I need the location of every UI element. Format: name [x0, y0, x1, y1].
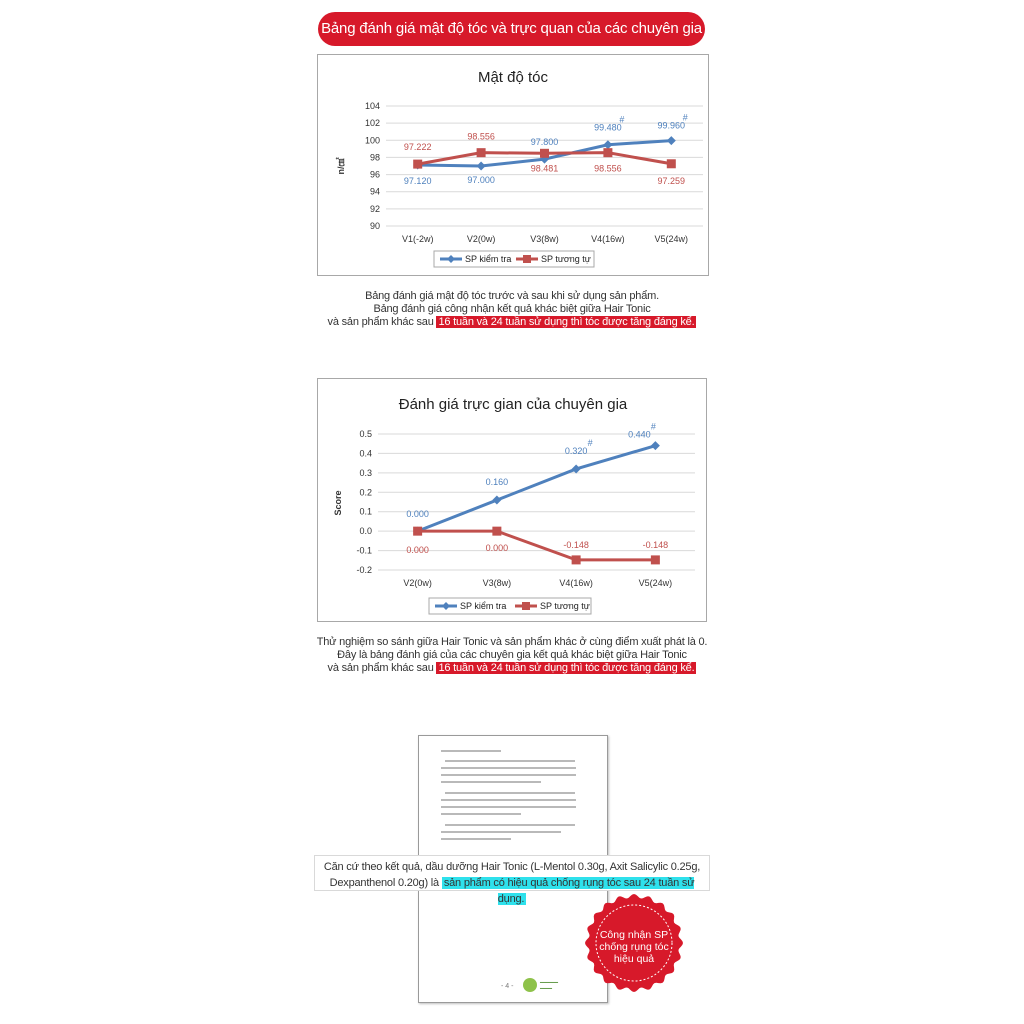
- data-label-test: 99.480: [594, 122, 622, 133]
- doc-text-line: [441, 813, 521, 815]
- data-label-similar: 97.259: [657, 175, 686, 186]
- x-tick-label: V2(0w): [466, 234, 496, 244]
- data-label-similar: 98.556: [594, 163, 622, 174]
- y-tick-label: -0.2: [356, 565, 372, 575]
- data-label-similar: 0.000: [406, 545, 429, 556]
- legend-label: SP tương tự: [540, 601, 590, 611]
- x-tick-label: V4(16w): [559, 578, 593, 588]
- institute-logo-icon: [523, 978, 537, 992]
- y-tick-label: 0.4: [359, 448, 372, 459]
- data-label-similar: 97.222: [403, 142, 432, 153]
- y-tick-label: -0.1: [356, 545, 372, 556]
- institute-logo-wordmark: ━━━━━━ ━━━━: [540, 980, 559, 992]
- data-label-similar: 98.481: [530, 163, 559, 174]
- data-point-test: [492, 496, 501, 505]
- data-label-test: 0.440: [628, 429, 651, 440]
- doc-text-line: [445, 760, 575, 762]
- significance-mark: #: [650, 421, 656, 432]
- badge-line3: hiệu quả: [613, 953, 655, 965]
- data-point-similar: [651, 555, 660, 564]
- conclusion-box: [314, 855, 710, 905]
- data-label-similar: 98.556: [467, 131, 495, 142]
- data-point-similar: [492, 527, 501, 536]
- data-label-similar: -0.148: [642, 539, 669, 550]
- data-label-test: 97.120: [403, 175, 432, 186]
- y-axis-label: n/㎠: [336, 157, 346, 175]
- data-label-test: 0.000: [406, 509, 429, 520]
- badge-line2: chống rụng tóc: [599, 941, 669, 953]
- doc-text-line: [441, 767, 576, 769]
- x-tick-label: V5(24w): [654, 234, 689, 244]
- legend-marker: [522, 602, 530, 610]
- data-label-test: 99.960: [657, 120, 686, 131]
- x-tick-label: V3(8w): [530, 234, 559, 244]
- chart-title: Đánh giá trực gian của chuyên gia: [398, 396, 628, 413]
- legend-label: SP kiểm tra: [460, 601, 507, 611]
- legend-marker: [523, 255, 531, 263]
- series-similar-line: [418, 531, 656, 560]
- badge-line1: Công nhận SP: [599, 929, 669, 941]
- significance-mark: #: [619, 114, 625, 125]
- doc-text-line: [445, 792, 575, 794]
- data-label-test: 97.800: [530, 137, 559, 148]
- doc-text-line: [441, 799, 576, 801]
- header-banner: [318, 12, 705, 46]
- chart-title: Mật độ tóc: [477, 69, 549, 86]
- y-tick-label: 0.3: [359, 467, 372, 478]
- caption2-line1: Thử nghiệm so sánh giữa Hair Tonic và sản phẩm khác ở cùng điểm xuất phát là 0.: [316, 636, 708, 648]
- data-point-similar: [477, 148, 486, 157]
- data-point-similar: [603, 148, 612, 157]
- caption1-line3: [212, 316, 812, 329]
- data-point-similar: [540, 149, 549, 158]
- doc-text-line: [441, 781, 541, 783]
- y-tick-label: 96: [369, 169, 380, 180]
- caption1-highlight: 16 tuần và 24 tuần sử dụng thì tóc được tăng đáng kể.: [438, 316, 695, 328]
- significance-mark: #: [682, 112, 688, 123]
- data-point-test: [477, 162, 486, 171]
- data-point-similar: [572, 555, 581, 564]
- y-tick-label: 94: [369, 186, 380, 197]
- data-label-test: 0.160: [485, 477, 509, 488]
- legend-label: SP kiểm tra: [465, 254, 512, 264]
- caption2-line3-prefix: và sản phẩm khác sau: [327, 662, 437, 674]
- caption1-line1: Bảng đánh giá mật độ tóc trước và sau khi sử dụng sản phẩm.: [365, 290, 659, 302]
- caption1-line2: Bảng đánh giá công nhận kết quả khác biệt giữa Hair Tonic: [373, 303, 651, 315]
- doc-text-line: [441, 831, 561, 833]
- legend-label: SP tương tự: [541, 254, 591, 264]
- hair-density-chart: [318, 55, 708, 275]
- caption1-line3-prefix: và sản phẩm khác sau: [327, 316, 437, 328]
- conclusion-line1: Căn cứ theo kết quả, dầu dưỡng Hair Tonic (L-Mentol 0.30g, Axit Salicylic 0.25g,: [323, 861, 701, 873]
- data-point-similar: [413, 527, 422, 536]
- expert-score-caption: [212, 636, 812, 675]
- x-tick-label: V2(0w): [403, 578, 432, 588]
- badge-label: [596, 929, 672, 965]
- data-point-test: [667, 136, 676, 145]
- expert-score-chart-panel: [317, 378, 707, 622]
- y-tick-label: 0.1: [359, 506, 372, 517]
- data-label-similar: -0.148: [563, 539, 589, 550]
- y-tick-label: 0.5: [359, 429, 372, 439]
- y-tick-label: 104: [364, 101, 380, 111]
- x-tick-label: V5(24w): [638, 578, 673, 588]
- hair-density-caption: [212, 290, 812, 329]
- doc-page-number: - 4 -: [501, 983, 514, 990]
- data-point-similar: [667, 159, 676, 168]
- data-label-test: 97.000: [467, 175, 495, 185]
- banner-title: Bảng đánh giá mật độ tóc và trực quan của các chuyên gia: [321, 20, 702, 37]
- series-test-line: [418, 446, 656, 531]
- doc-text-line: [441, 750, 501, 752]
- doc-text-line: [441, 774, 576, 776]
- significance-mark: #: [587, 437, 593, 448]
- hair-density-chart-panel: [317, 54, 709, 276]
- expert-score-chart: [318, 379, 706, 621]
- doc-text-line: [445, 824, 575, 826]
- data-point-similar: [413, 160, 422, 169]
- caption2-line2: Đây là bảng đánh giá của các chuyên gia kết quả khác biệt giữa Hair Tonic: [337, 649, 687, 661]
- x-tick-label: V1(-2w): [401, 234, 434, 244]
- data-point-test: [603, 140, 612, 149]
- y-tick-label: 100: [364, 135, 380, 146]
- conclusion-line2-prefix: Dexpanthenol 0.20g) là: [329, 877, 442, 889]
- doc-text-line: [441, 806, 576, 808]
- y-tick-label: 102: [364, 118, 380, 129]
- doc-text-line: [441, 838, 511, 840]
- data-point-test: [572, 464, 581, 473]
- x-tick-label: V4(16w): [591, 234, 625, 244]
- y-axis-label: Score: [333, 490, 343, 516]
- caption2-highlight: 16 tuần và 24 tuần sử dụng thì tóc được tăng đáng kể.: [438, 662, 695, 674]
- conclusion-highlight: sản phẩm có hiệu quả chống rụng tóc sau 24 tuần sử dụng.: [443, 877, 695, 905]
- y-tick-label: 92: [369, 203, 380, 214]
- x-tick-label: V3(8w): [482, 578, 512, 588]
- y-tick-label: 0.2: [359, 487, 372, 498]
- y-tick-label: 0.0: [359, 526, 372, 537]
- data-label-test: 0.320: [564, 445, 588, 456]
- caption2-line3: [212, 662, 812, 675]
- y-tick-label: 90: [369, 221, 380, 231]
- y-tick-label: 98: [369, 152, 380, 163]
- data-label-similar: 0.000: [485, 543, 509, 554]
- data-point-test: [651, 441, 660, 450]
